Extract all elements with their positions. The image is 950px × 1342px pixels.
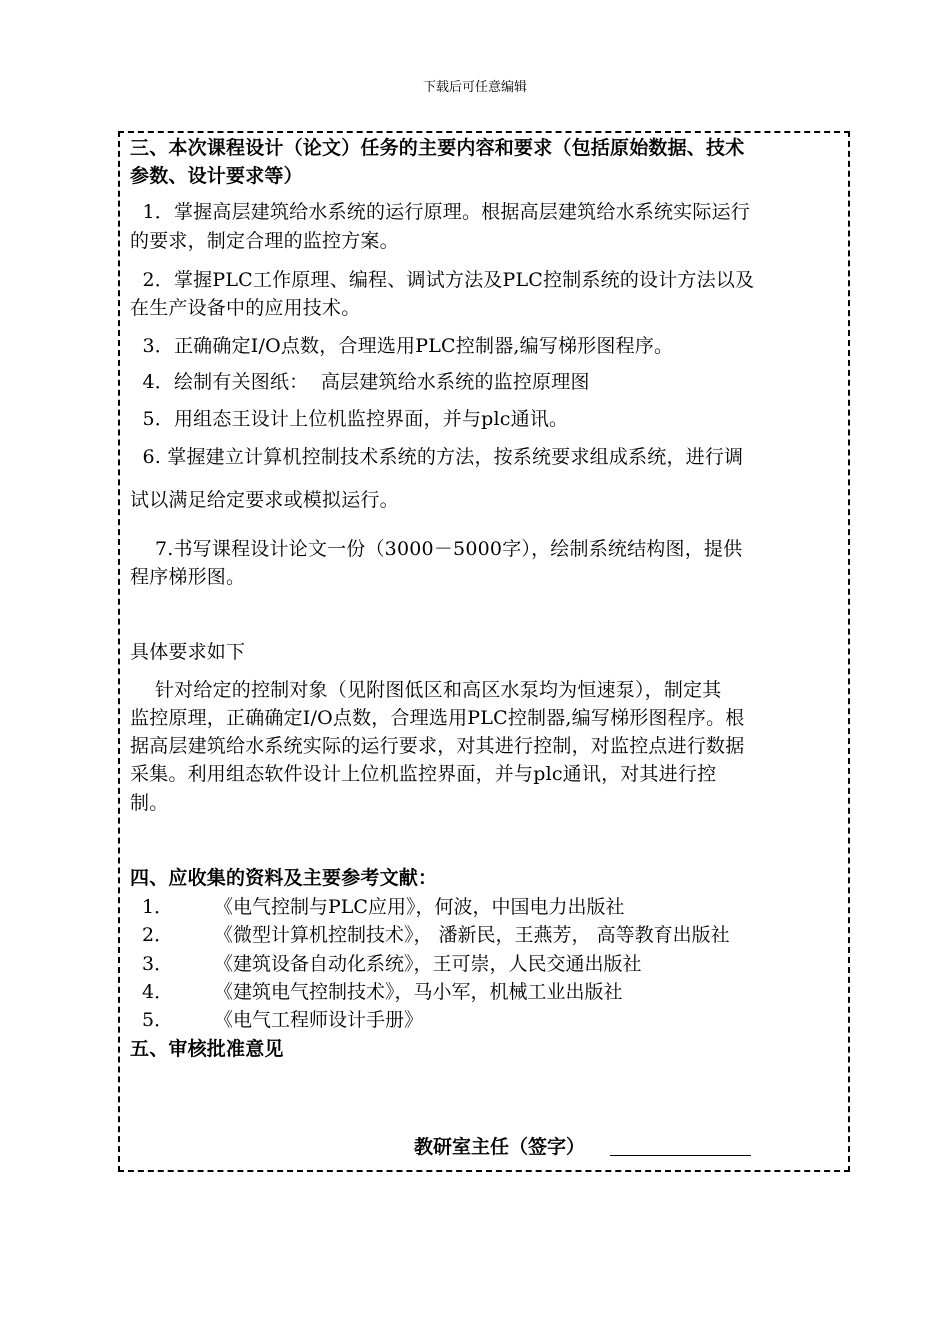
reference-item	[142, 1006, 423, 1034]
item-7-line1: 7.书写课程设计论文一份（3000－5000字），绘制系统结构图，提供	[130, 538, 743, 560]
reference-text: 《微型计算机控制技术》， 潘新民，王燕芳， 高等教育出版社	[214, 924, 730, 946]
signature-label: 教研室主任（签字）	[414, 1136, 586, 1158]
reference-number: 4．	[142, 981, 174, 1003]
section3-title-line2: 参数、设计要求等）	[130, 165, 303, 187]
reference-number: 2．	[142, 924, 174, 946]
item-5: 5．用组态王设计上位机监控界面，并与plc通讯。	[130, 408, 569, 430]
section3-title-line1: 三、本次课程设计（论文）任务的主要内容和要求（包括原始数据、技术	[130, 137, 745, 159]
reference-text: 《建筑设备自动化系统》，王可崇，人民交通出版社	[214, 953, 642, 975]
item-1-line1: 1．掌握高层建筑给水系统的运行原理。根据高层建筑给水系统实际运行	[130, 201, 750, 223]
reference-item	[142, 978, 623, 1006]
reference-number: 1．	[142, 896, 174, 918]
section5-title: 五、审核批准意见	[130, 1038, 284, 1060]
detail-line-2: 监控原理，正确确定I/O点数，合理选用PLC控制器,编写梯形图程序。根	[130, 707, 745, 729]
detail-line-5: 制。	[130, 792, 169, 814]
reference-text: 《建筑电气控制技术》，马小军，机械工业出版社	[214, 981, 623, 1003]
item-2-line1: 2．掌握PLC工作原理、编程、调试方法及PLC控制系统的设计方法以及	[130, 269, 755, 291]
reference-number: 5．	[142, 1009, 174, 1031]
page-header: 下载后可任意编辑	[422, 80, 527, 95]
item-2-line2: 在生产设备中的应用技术。	[130, 297, 361, 319]
section4-title: 四、应收集的资料及主要参考文献：	[130, 867, 438, 889]
reference-text: 《电气控制与PLC应用》，何波，中国电力出版社	[214, 896, 625, 918]
detail-line-1: 针对给定的控制对象（见附图低区和高区水泵均为恒速泵），制定其	[130, 679, 722, 701]
reference-item	[142, 921, 730, 949]
reference-item	[142, 893, 624, 921]
item-7-line2: 程序梯形图。	[130, 566, 246, 588]
reference-number: 3．	[142, 953, 174, 975]
signature-line[interactable]	[610, 1155, 751, 1156]
detail-heading: 具体要求如下	[130, 641, 246, 663]
reference-text: 《电气工程师设计手册》	[214, 1009, 424, 1031]
item-3: 3．正确确定I/O点数，合理选用PLC控制器,编写梯形图程序。	[130, 335, 674, 357]
item-6-line2: 试以满足给定要求或模拟运行。	[130, 489, 399, 511]
detail-line-3: 据高层建筑给水系统实际的运行要求，对其进行控制，对监控点进行数据	[130, 735, 745, 757]
item-1-line2: 的要求，制定合理的监控方案。	[130, 230, 399, 252]
reference-item	[142, 950, 642, 978]
item-4: 4．绘制有关图纸： 高层建筑给水系统的监控原理图	[130, 371, 590, 393]
item-6-line1: 6. 掌握建立计算机控制技术系统的方法，按系统要求组成系统，进行调	[130, 446, 744, 468]
detail-line-4: 采集。利用组态软件设计上位机监控界面，并与plc通讯，对其进行控	[130, 763, 717, 785]
